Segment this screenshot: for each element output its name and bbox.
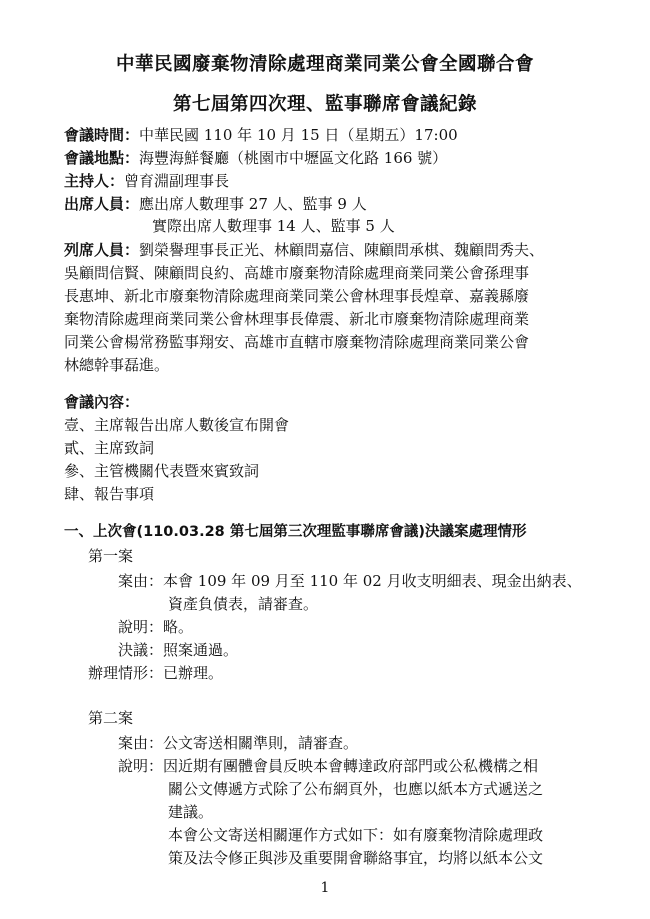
document-subtitle: 第七屆第四次理、監事聯席會議紀錄 bbox=[172, 94, 477, 115]
attendance-expected: 應出席人數理事 27 人、監事 9 人 bbox=[139, 195, 367, 213]
attendance-label: 出席人員： bbox=[64, 195, 140, 213]
agenda-item-1: 壹、主席報告出席人數後宣布開會 bbox=[64, 416, 290, 434]
case2-reason: 案由：公文寄送相關準則，請審查。 bbox=[118, 734, 359, 752]
agenda-item-2: 貳、主席致詞 bbox=[64, 439, 155, 457]
guests-line-2: 吳顧問信賢、陳顧問良約、高雄市廢棄物清除處理商業同業公會孫理事 bbox=[64, 264, 530, 282]
guests-label: 列席人員： bbox=[64, 241, 140, 259]
attendance-actual: 實際出席人數理事 14 人、監事 5 人 bbox=[152, 217, 395, 235]
case1-resolution: 決議：照案通過。 bbox=[118, 641, 239, 659]
case1-reason-line2: 資產負債表，請審查。 bbox=[168, 595, 319, 613]
case1-title: 第一案 bbox=[88, 547, 134, 565]
meeting-attendance bbox=[64, 194, 367, 214]
meeting-place-value: 海豐海鮮餐廳（桃園市中壢區文化路 166 號） bbox=[139, 149, 448, 167]
case2-title: 第二案 bbox=[88, 709, 134, 727]
section-heading: 一、上次會(110.03.28 第七屆第三次理監事聯席會議)決議案處理情形 bbox=[64, 524, 527, 540]
guests-line-5: 同業公會楊常務監事翔安、高雄市直轄市廢棄物清除處理商業同業公會 bbox=[64, 333, 530, 351]
case2-desc-line-1: 說明：因近期有團體會員反映本會轉達政府部門或公私機構之相 bbox=[118, 757, 539, 775]
meeting-place bbox=[64, 148, 447, 168]
case1-status: 辦理情形：已辦理。 bbox=[88, 664, 224, 682]
meeting-time-label: 會議時間： bbox=[64, 126, 140, 144]
case2-desc-line-5: 策及法令修正與涉及重要開會聯絡事宜，均將以紙本公文 bbox=[168, 849, 544, 867]
meeting-time-value: 中華民國 110 年 10 月 15 日（星期五）17:00 bbox=[139, 126, 458, 144]
guests-line-4: 棄物清除處理商業同業公會林理事長偉震、新北市廢棄物清除處理商業 bbox=[64, 310, 530, 328]
agenda-item-3: 參、主管機關代表暨來賓致詞 bbox=[64, 462, 260, 480]
case1-desc: 說明：略。 bbox=[118, 618, 194, 636]
agenda-item-4: 肆、報告事項 bbox=[64, 485, 155, 503]
page-number: 1 bbox=[320, 880, 330, 896]
meeting-host-label: 主持人： bbox=[64, 172, 125, 190]
meeting-place-label: 會議地點： bbox=[64, 149, 140, 167]
case2-desc-line-3: 建議。 bbox=[168, 803, 214, 821]
document-title: 中華民國廢棄物清除處理商業同業公會全國聯合會 bbox=[115, 54, 534, 75]
agenda-label: 會議內容： bbox=[64, 393, 140, 411]
guests-line-6: 林總幹事磊進。 bbox=[64, 356, 170, 374]
case2-desc-line-4: 本會公文寄送相關運作方式如下：如有廢棄物清除處理政 bbox=[168, 826, 544, 844]
guests-line-1: 列席人員：劉榮譽理事長正光、林顧問嘉信、陳顧問承棋、魏顧問秀夫、 bbox=[64, 241, 545, 259]
meeting-host-value: 曾育淵副理事長 bbox=[124, 172, 230, 190]
meeting-host bbox=[64, 171, 229, 191]
case2-desc-line-2: 關公文傳遞方式除了公布網頁外，也應以紙本方式遞送之 bbox=[168, 780, 544, 798]
case1-reason-label: 案由： bbox=[118, 572, 164, 590]
case1-reason: 案由：本會 109 年 09 月至 110 年 02 月收支明細表、現金出納表、 bbox=[118, 572, 582, 590]
meeting-time bbox=[64, 125, 458, 145]
guests-line-3: 長惠坤、新北市廢棄物清除處理商業同業公會林理事長煌章、嘉義縣廢 bbox=[64, 287, 530, 305]
